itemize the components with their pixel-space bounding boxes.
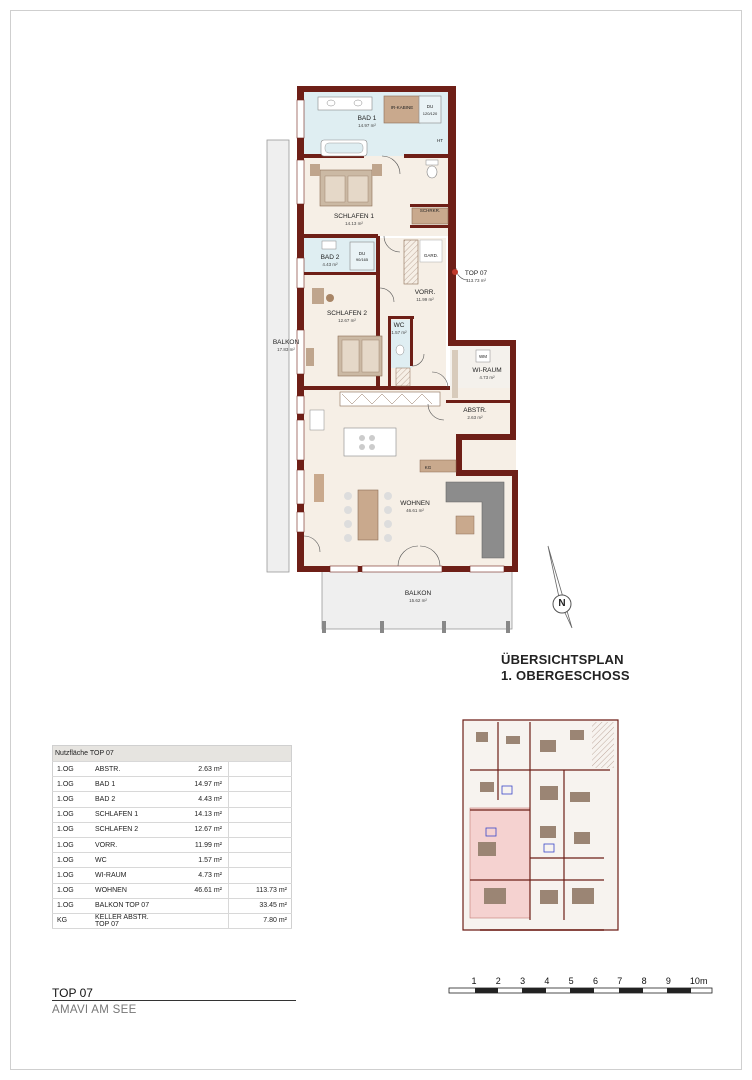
overview-plan [463, 720, 618, 930]
room-name: BAD 2 [320, 254, 340, 261]
cell-floor: 1.OG [53, 837, 94, 852]
area-table-row [53, 837, 292, 852]
room-label-wc [391, 322, 406, 336]
cell-total: 113.73 m² [229, 883, 292, 898]
cell-room: WC [93, 853, 166, 868]
cell-floor: 1.OG [53, 822, 94, 837]
cell-area: 46.61 m² [166, 883, 229, 898]
scale-tick-label: 1 [471, 976, 477, 986]
scale-tick-label: 7 [617, 976, 623, 986]
cell-room: KELLER ABSTR. TOP 07 [93, 913, 166, 928]
cell-floor: KG [53, 913, 94, 928]
room-name: SCHLAFEN 2 [326, 310, 368, 317]
scale-tick-label: 2 [495, 976, 501, 986]
cell-floor: 1.OG [53, 792, 94, 807]
unit-title: TOP 07 [52, 986, 93, 1000]
cell-area: 12.67 m² [166, 822, 229, 837]
area-table-row [53, 822, 292, 837]
scale-tick-label: 3 [520, 976, 526, 986]
cell-room: SCHLAFEN 2 [93, 822, 166, 837]
cell-floor: 1.OG [53, 762, 94, 777]
room-label-wohnen [400, 500, 430, 514]
room-area: 14.97 m² [358, 123, 376, 129]
room-label-schlafen1 [334, 213, 374, 227]
cell-area [166, 898, 229, 913]
area-table-row [53, 898, 292, 913]
label-du1-size: 120/120 [422, 111, 438, 116]
label-du2: DU [358, 251, 366, 256]
room-area: 4.73 m² [479, 375, 495, 381]
cell-room: WOHNEN [93, 883, 166, 898]
room-area: 4.43 m² [322, 262, 338, 268]
cell-total [229, 837, 292, 852]
cell-room: BALKON TOP 07 [93, 898, 166, 913]
room-area: 1.57 m² [391, 330, 407, 336]
cell-floor: 1.OG [53, 883, 94, 898]
overview-title [501, 652, 630, 684]
cell-room: VORR. [93, 837, 166, 852]
area-table-row [53, 792, 292, 807]
project-name: AMAVI AM SEE [52, 1004, 137, 1016]
cell-total [229, 762, 292, 777]
cell-area: 14.97 m² [166, 777, 229, 792]
cell-total [229, 792, 292, 807]
room-name: VORR. [414, 289, 436, 296]
scale-tick-label: 5 [568, 976, 574, 986]
area-table-row [53, 883, 292, 898]
room-area: 17.83 m² [277, 347, 295, 353]
scale-tick-label: 9 [665, 976, 671, 986]
cell-area: 1.57 m² [166, 853, 229, 868]
overview-title-line1: ÜBERSICHTSPLAN [501, 652, 624, 667]
room-name: WC [393, 322, 405, 329]
cell-floor: 1.OG [53, 807, 94, 822]
cell-room: BAD 1 [93, 777, 166, 792]
label-du1: DU [426, 104, 434, 109]
area-table-row [53, 868, 292, 883]
label-kg: KG [424, 465, 432, 470]
room-label-balkon-bottom [405, 590, 431, 604]
cell-room: SCHLAFEN 1 [93, 807, 166, 822]
room-label-bad2 [321, 254, 340, 268]
room-area: 11.99 m² [416, 297, 434, 303]
room-label-abstr [463, 407, 486, 421]
room-label-wiraum [472, 367, 501, 381]
cell-total: 7.80 m² [229, 913, 292, 928]
unit-tag [465, 270, 487, 284]
cell-floor: 1.OG [53, 777, 94, 792]
cell-floor: 1.OG [53, 853, 94, 868]
room-name: WI-RAUM [472, 367, 502, 374]
scale-tick-label: 4 [544, 976, 550, 986]
title-divider [52, 1000, 296, 1001]
cell-floor: 1.OG [53, 898, 94, 913]
room-area: 46.61 m² [406, 508, 424, 514]
room-name: BALKON [404, 590, 432, 597]
area-table-row [53, 777, 292, 792]
room-name: ABSTR. [463, 407, 487, 414]
overview-title-line2: 1. OBERGESCHOSS [501, 668, 630, 683]
room-name: WOHNEN [400, 500, 430, 507]
area-table [52, 745, 292, 929]
area-table-row [53, 807, 292, 822]
side-balcony [267, 140, 289, 572]
cell-area: 4.43 m² [166, 792, 229, 807]
area-table-row [53, 913, 292, 928]
scale-bar [449, 988, 712, 993]
cell-total [229, 777, 292, 792]
cell-room: WI-RAUM [93, 868, 166, 883]
room-label-vorr [415, 289, 436, 303]
cell-total [229, 807, 292, 822]
label-ht: HT [437, 138, 443, 143]
cell-room: BAD 2 [93, 792, 166, 807]
cell-area: 4.73 m² [166, 868, 229, 883]
cell-area: 2.63 m² [166, 762, 229, 777]
unit-tag-area: 113.73 m² [466, 278, 486, 284]
label-schrkr: SCHRKR. [419, 208, 441, 213]
room-name: BAD 1 [357, 115, 377, 122]
label-gard: GARD. [423, 253, 439, 258]
cell-total [229, 853, 292, 868]
scale-tick-label: 6 [592, 976, 599, 986]
room-area: 15.62 m² [409, 598, 427, 604]
scale-tick-label: 10m [689, 976, 708, 986]
cell-area: 14.13 m² [166, 807, 229, 822]
north-label: N [558, 598, 566, 609]
label-du2-size: 90/165 [355, 257, 369, 262]
cell-floor: 1.OG [53, 868, 94, 883]
area-table-row [53, 762, 292, 777]
label-wm: WM [479, 354, 487, 359]
cell-total [229, 822, 292, 837]
room-name: SCHLAFEN 1 [333, 213, 375, 220]
area-table-header [53, 746, 292, 762]
unit-tag-name: TOP 07 [464, 270, 488, 277]
room-label-bad1 [358, 115, 377, 129]
area-table-body [53, 762, 292, 929]
cell-room: ABSTR. [93, 762, 166, 777]
label-ir-kabine: IR-KABINE [390, 105, 414, 110]
area-table-row [53, 853, 292, 868]
cell-total: 33.45 m² [229, 898, 292, 913]
room-area: 2.63 m² [467, 415, 483, 421]
cell-area: 11.99 m² [166, 837, 229, 852]
area-table-title: Nutzfläche TOP 07 [53, 746, 292, 762]
room-label-balkon-side [273, 339, 299, 353]
north-arrow [548, 546, 572, 628]
room-area: 14.13 m² [345, 221, 363, 227]
cell-area [166, 913, 229, 928]
cell-total [229, 868, 292, 883]
room-label-schlafen2 [327, 310, 367, 324]
room-name: BALKON [272, 339, 300, 346]
room-area: 12.67 m² [338, 318, 356, 324]
scale-tick-label: 8 [641, 976, 647, 986]
entry-marker [452, 269, 458, 275]
